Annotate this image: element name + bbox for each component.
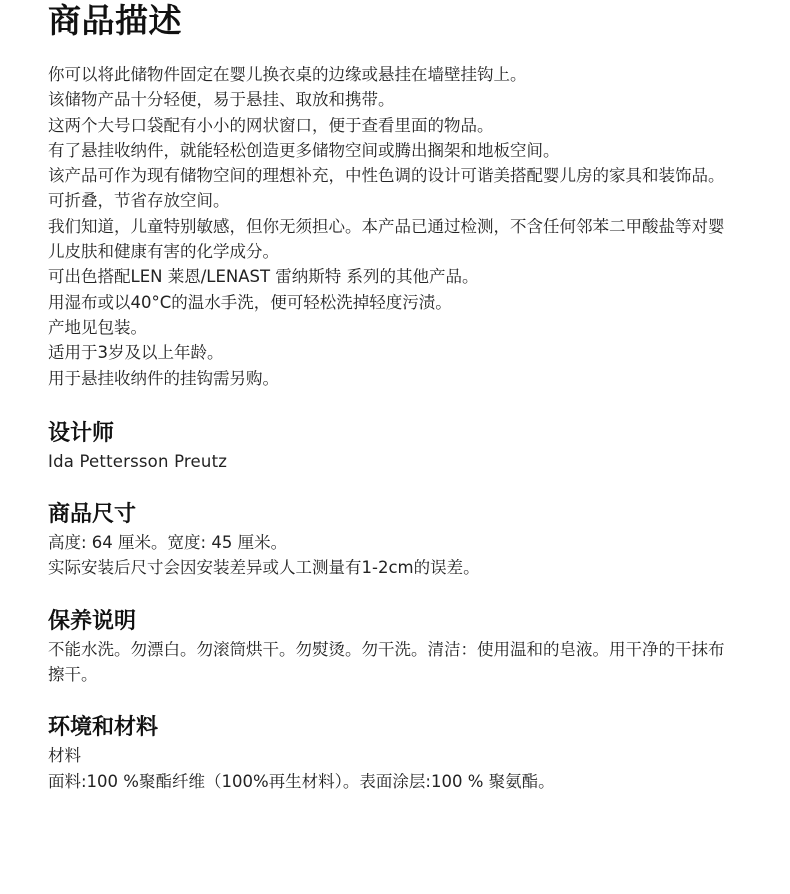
description-item: 产地见包装。: [48, 317, 147, 337]
description-item: 该储物产品十分轻便，易于悬挂、取放和携带。: [48, 90, 395, 110]
care-title: 保养说明: [48, 608, 137, 634]
materials-text: 面料:100 %聚酯纤维（100%再生材料）。表面涂层:100 % 聚氨酯。: [48, 771, 555, 791]
size-section: [48, 500, 736, 581]
description-item: 用湿布或以40°C的温水手洗，便可轻松洗掉轻度污渍。: [48, 292, 452, 312]
description-item: 有了悬挂收纳件，就能轻松创造更多储物空间或腾出搁架和地板空间。: [48, 140, 560, 160]
designer-section: [48, 419, 736, 474]
designer-title: 设计师: [48, 420, 115, 446]
care-instructions: 不能水洗。勿漂白。勿滚筒烘干。勿熨烫。勿干洗。清洁：使用温和的皂液。用干净的干抹布擦干。: [48, 639, 725, 685]
description-item: 可折叠，节省存放空间。: [48, 191, 230, 211]
size-title: 商品尺寸: [48, 502, 137, 528]
size-dimensions: 高度: 64 厘米。宽度: 45 厘米。: [48, 533, 288, 553]
care-section: [48, 607, 736, 688]
materials-label: 材料: [48, 746, 81, 766]
description-item: 你可以将此储物件固定在婴儿换衣桌的边缘或悬挂在墙壁挂钩上。: [48, 65, 527, 84]
description-item: 用于悬挂收纳件的挂钩需另购。: [48, 368, 279, 388]
size-note: 实际安装后尺寸会因安装差异或人工测量有1-2cm的误差。: [48, 558, 480, 578]
description-list: [48, 62, 736, 391]
description-item: 该产品可作为现有储物空间的理想补充，中性色调的设计可谐美搭配婴儿房的家具和装饰品。: [48, 166, 725, 186]
description-item: 我们知道，儿童特别敏感，但你无须担心。本产品已通过检测，不含任何邻苯二甲酸盐等对婴儿皮肤和健康有害的化学成分。: [48, 216, 725, 262]
description-item: 这两个大号口袋配有小小的网状窗口，便于查看里面的物品。: [48, 115, 494, 135]
environment-title: 环境和材料: [48, 715, 159, 741]
designer-name: Ida Pettersson Preutz: [48, 451, 228, 471]
description-item: 可出色搭配LEN 莱恩/LENAST 雷纳斯特 系列的其他产品。: [48, 267, 479, 287]
environment-section: [48, 713, 736, 794]
description-item: 适用于3岁及以上年龄。: [48, 343, 224, 363]
description-title: 商品描述: [48, 1, 182, 40]
